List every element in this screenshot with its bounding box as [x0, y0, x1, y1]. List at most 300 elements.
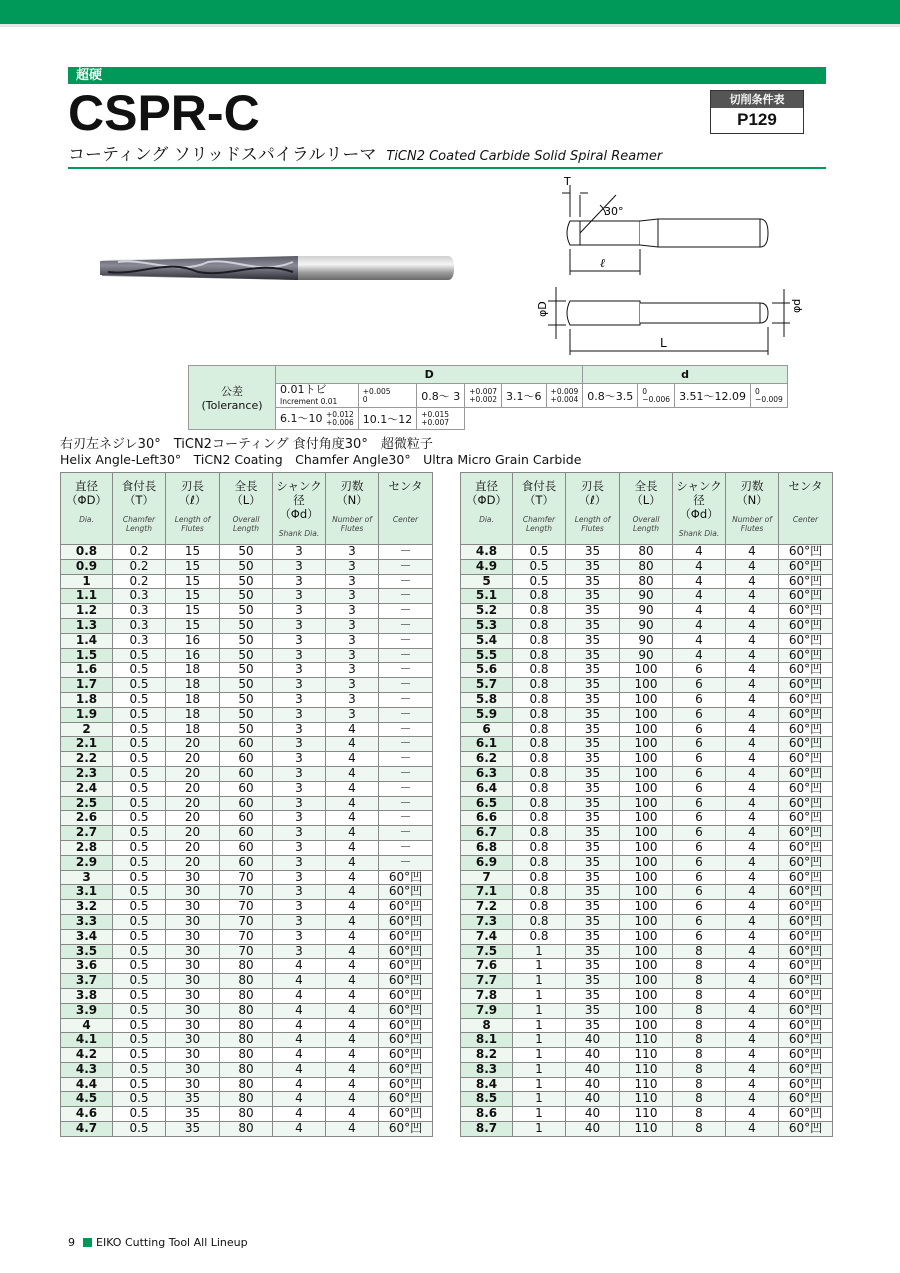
- table-row: [461, 1092, 833, 1107]
- table-cell: 0.5: [113, 796, 166, 811]
- table-cell: 4.1: [61, 1033, 113, 1048]
- table-cell: 8.1: [461, 1033, 513, 1048]
- table-cell: 60°凹: [779, 811, 833, 826]
- table-cell: 4: [726, 1003, 779, 1018]
- table-cell: 1: [513, 974, 566, 989]
- table-cell: 4: [726, 737, 779, 752]
- table-cell: －: [379, 737, 433, 752]
- table-cell: 100: [620, 929, 673, 944]
- table-row: [461, 559, 833, 574]
- table-cell: 3: [273, 855, 326, 870]
- table-cell: 5.4: [461, 633, 513, 648]
- tol-cell: +0.009 +0.004: [546, 384, 583, 408]
- table-cell: 4: [326, 811, 379, 826]
- table-cell: 0.8: [513, 737, 566, 752]
- table-cell: 4.5: [61, 1092, 113, 1107]
- table-cell: 4: [326, 1092, 379, 1107]
- table-cell: 7.2: [461, 900, 513, 915]
- table-cell: 60°凹: [779, 1122, 833, 1137]
- table-cell: 3: [273, 840, 326, 855]
- table-cell: 0.3: [113, 589, 166, 604]
- table-cell: 6.7: [461, 826, 513, 841]
- table-cell: 4: [273, 1122, 326, 1137]
- table-row: [61, 826, 433, 841]
- table-cell: 8.4: [461, 1077, 513, 1092]
- table-row: [461, 796, 833, 811]
- table-cell: 60: [220, 840, 273, 855]
- table-cell: 1: [513, 1062, 566, 1077]
- table-cell: 6: [673, 737, 726, 752]
- table-cell: 4: [726, 722, 779, 737]
- table-cell: 70: [220, 885, 273, 900]
- table-cell: 100: [620, 944, 673, 959]
- table-cell: 4: [326, 885, 379, 900]
- table-cell: 60°凹: [779, 574, 833, 589]
- table-cell: 110: [620, 1062, 673, 1077]
- table-cell: －: [379, 648, 433, 663]
- table-cell: －: [379, 633, 433, 648]
- table-cell: 2.5: [61, 796, 113, 811]
- table-cell: 3.9: [61, 1003, 113, 1018]
- table-cell: 0.5: [113, 900, 166, 915]
- table-cell: 3: [273, 781, 326, 796]
- table-cell: 30: [166, 1003, 220, 1018]
- table-cell: 0.5: [113, 855, 166, 870]
- table-cell: 16: [166, 648, 220, 663]
- table-cell: 60°凹: [379, 914, 433, 929]
- table-row: [61, 840, 433, 855]
- table-cell: 8: [673, 959, 726, 974]
- table-cell: 7.3: [461, 914, 513, 929]
- table-row: [61, 678, 433, 693]
- table-cell: 35: [566, 974, 620, 989]
- table-cell: 4: [726, 604, 779, 619]
- table-cell: 1.4: [61, 633, 113, 648]
- table-cell: 60°凹: [779, 1107, 833, 1122]
- table-cell: 100: [620, 766, 673, 781]
- table-cell: 60°凹: [779, 914, 833, 929]
- tolerance-label: [189, 366, 276, 430]
- table-cell: 4: [326, 900, 379, 915]
- category-bar: [68, 67, 826, 84]
- table-row: [61, 959, 433, 974]
- table-cell: 4: [326, 796, 379, 811]
- table-cell: 4: [673, 633, 726, 648]
- table-cell: 3: [273, 559, 326, 574]
- table-cell: 8: [673, 1018, 726, 1033]
- table-cell: 35: [566, 766, 620, 781]
- table-cell: 80: [220, 1048, 273, 1063]
- table-cell: 4: [326, 781, 379, 796]
- table-cell: 4.4: [61, 1077, 113, 1092]
- table-cell: 0.5: [113, 766, 166, 781]
- table-cell: 60°凹: [779, 959, 833, 974]
- table-cell: 0.2: [113, 545, 166, 560]
- tol-cell: 3.51～12.09: [675, 384, 751, 408]
- table-cell: 40: [566, 1107, 620, 1122]
- table-cell: 1: [513, 1092, 566, 1107]
- table-cell: 70: [220, 870, 273, 885]
- table-cell: 1.7: [61, 678, 113, 693]
- table-cell: 0.3: [113, 633, 166, 648]
- table-cell: 4: [273, 988, 326, 1003]
- table-cell: 4: [726, 781, 779, 796]
- table-cell: 0.8: [513, 604, 566, 619]
- table-cell: 50: [220, 722, 273, 737]
- table-cell: 100: [620, 840, 673, 855]
- table-cell: 3: [326, 663, 379, 678]
- tolerance-D-header: D: [276, 366, 583, 384]
- table-row: [61, 796, 433, 811]
- table-cell: 4: [726, 974, 779, 989]
- table-cell: 4: [326, 929, 379, 944]
- page-number: 9: [68, 1236, 75, 1249]
- table-cell: 3: [273, 618, 326, 633]
- table-cell: 0.8: [513, 781, 566, 796]
- table-cell: 35: [566, 663, 620, 678]
- table-row: [61, 914, 433, 929]
- table-cell: 40: [566, 1092, 620, 1107]
- table-cell: 4.9: [461, 559, 513, 574]
- table-row: [461, 722, 833, 737]
- table-cell: 4.7: [61, 1122, 113, 1137]
- table-cell: 50: [220, 633, 273, 648]
- table-cell: 35: [566, 648, 620, 663]
- table-cell: 0.5: [113, 826, 166, 841]
- table-row: [61, 618, 433, 633]
- table-cell: 0.8: [513, 589, 566, 604]
- table-cell: 0.5: [113, 663, 166, 678]
- table-cell: 4: [726, 885, 779, 900]
- table-cell: 5: [461, 574, 513, 589]
- table-cell: －: [379, 781, 433, 796]
- table-cell: 35: [566, 944, 620, 959]
- table-cell: 3.2: [61, 900, 113, 915]
- table-cell: 100: [620, 900, 673, 915]
- table-cell: 90: [620, 589, 673, 604]
- table-cell: 30: [166, 914, 220, 929]
- table-cell: 70: [220, 944, 273, 959]
- table-row: [61, 648, 433, 663]
- table-cell: 20: [166, 752, 220, 767]
- table-cell: 60°凹: [779, 929, 833, 944]
- table-cell: 20: [166, 766, 220, 781]
- table-row: [461, 574, 833, 589]
- column-header: センタ Center: [779, 473, 833, 545]
- table-cell: 7.7: [461, 974, 513, 989]
- table-row: [61, 633, 433, 648]
- table-cell: 35: [166, 1107, 220, 1122]
- table-cell: 0.5: [113, 1033, 166, 1048]
- table-cell: 0.8: [513, 870, 566, 885]
- table-cell: 4: [326, 1033, 379, 1048]
- table-cell: 2.6: [61, 811, 113, 826]
- table-cell: 6: [673, 840, 726, 855]
- table-row: [461, 1107, 833, 1122]
- table-cell: 0.5: [113, 885, 166, 900]
- table-cell: 80: [620, 559, 673, 574]
- table-cell: 4: [726, 678, 779, 693]
- table-cell: 2.4: [61, 781, 113, 796]
- table-cell: 100: [620, 722, 673, 737]
- table-row: [461, 707, 833, 722]
- table-cell: －: [379, 618, 433, 633]
- table-cell: 0.8: [513, 929, 566, 944]
- table-cell: 110: [620, 1048, 673, 1063]
- table-cell: 7.5: [461, 944, 513, 959]
- table-cell: 35: [566, 855, 620, 870]
- table-cell: 4: [273, 1033, 326, 1048]
- table-cell: 15: [166, 545, 220, 560]
- table-cell: 1: [513, 1003, 566, 1018]
- table-cell: 80: [620, 574, 673, 589]
- table-cell: 3: [273, 929, 326, 944]
- table-cell: 4: [326, 766, 379, 781]
- table-cell: 0.5: [113, 929, 166, 944]
- table-cell: 4: [273, 1003, 326, 1018]
- table-cell: 30: [166, 885, 220, 900]
- cutting-condition-page[interactable]: P129: [737, 110, 777, 129]
- cutting-condition-label: 切削条件表: [711, 91, 803, 108]
- table-cell: 1: [513, 1018, 566, 1033]
- table-cell: 4: [273, 1048, 326, 1063]
- table-cell: 35: [566, 811, 620, 826]
- table-row: [61, 870, 433, 885]
- tolerance-d-header: d: [583, 366, 788, 384]
- table-cell: 15: [166, 618, 220, 633]
- table-cell: 4: [726, 618, 779, 633]
- table-cell: 4: [273, 974, 326, 989]
- table-row: [461, 633, 833, 648]
- table-cell: 15: [166, 604, 220, 619]
- table-cell: 6: [673, 826, 726, 841]
- table-cell: 60°凹: [379, 1122, 433, 1137]
- table-cell: 50: [220, 604, 273, 619]
- table-cell: 7.9: [461, 1003, 513, 1018]
- table-cell: 60°凹: [779, 707, 833, 722]
- column-header: 刃長 （ℓ） Length of Flutes: [166, 473, 220, 545]
- dim-angle-label: 30°: [604, 205, 624, 218]
- table-row: [61, 1092, 433, 1107]
- table-cell: 3: [326, 574, 379, 589]
- table-cell: 80: [220, 1033, 273, 1048]
- table-cell: 6: [673, 707, 726, 722]
- table-cell: 4: [273, 1092, 326, 1107]
- table-cell: 60: [220, 752, 273, 767]
- table-cell: 0.8: [513, 826, 566, 841]
- table-cell: 18: [166, 692, 220, 707]
- table-cell: 60°凹: [779, 826, 833, 841]
- table-row: [461, 900, 833, 915]
- table-cell: 4: [673, 559, 726, 574]
- table-cell: 4: [273, 1077, 326, 1092]
- table-cell: 4: [726, 944, 779, 959]
- table-cell: 4: [273, 1018, 326, 1033]
- table-cell: 4: [326, 944, 379, 959]
- table-cell: 60°凹: [379, 1003, 433, 1018]
- table-cell: 8: [673, 1062, 726, 1077]
- table-cell: 3: [326, 648, 379, 663]
- table-cell: 60°凹: [779, 1048, 833, 1063]
- table-cell: 4: [726, 1092, 779, 1107]
- table-cell: 0.5: [113, 914, 166, 929]
- table-cell: 100: [620, 1018, 673, 1033]
- table-cell: 0.8: [61, 545, 113, 560]
- table-cell: 60°凹: [779, 1077, 833, 1092]
- table-row: [61, 766, 433, 781]
- table-row: [61, 707, 433, 722]
- table-cell: －: [379, 574, 433, 589]
- table-cell: 4.2: [61, 1048, 113, 1063]
- table-cell: 3: [273, 944, 326, 959]
- table-cell: 0.8: [513, 811, 566, 826]
- table-cell: 1: [61, 574, 113, 589]
- table-cell: －: [379, 855, 433, 870]
- table-cell: 30: [166, 959, 220, 974]
- table-cell: 70: [220, 900, 273, 915]
- table-cell: －: [379, 692, 433, 707]
- table-cell: 0.8: [513, 648, 566, 663]
- table-cell: 20: [166, 781, 220, 796]
- table-cell: 35: [566, 692, 620, 707]
- table-cell: 100: [620, 914, 673, 929]
- table-cell: 70: [220, 929, 273, 944]
- column-header: 直径 （ΦD） Dia.: [61, 473, 113, 545]
- table-cell: 3.3: [61, 914, 113, 929]
- table-cell: 5.3: [461, 618, 513, 633]
- table-cell: 1: [513, 944, 566, 959]
- table-cell: 5.7: [461, 678, 513, 693]
- table-cell: 18: [166, 722, 220, 737]
- table-cell: 4.6: [61, 1107, 113, 1122]
- table-cell: 0.5: [513, 545, 566, 560]
- table-cell: 1: [513, 988, 566, 1003]
- table-cell: 8.3: [461, 1062, 513, 1077]
- table-cell: 80: [220, 1107, 273, 1122]
- table-cell: 4: [726, 648, 779, 663]
- table-cell: 100: [620, 855, 673, 870]
- tol-cell: 0 −0.009: [751, 384, 788, 408]
- table-cell: 7.4: [461, 929, 513, 944]
- table-cell: 60°凹: [379, 944, 433, 959]
- table-cell: 100: [620, 988, 673, 1003]
- table-cell: 4: [326, 870, 379, 885]
- table-row: [61, 589, 433, 604]
- table-cell: 35: [566, 722, 620, 737]
- table-cell: 6: [673, 781, 726, 796]
- table-cell: 4: [326, 1062, 379, 1077]
- table-cell: 40: [566, 1048, 620, 1063]
- table-cell: 60°凹: [379, 974, 433, 989]
- table-cell: 0.5: [113, 1062, 166, 1077]
- table-cell: 4: [673, 589, 726, 604]
- table-cell: 0.5: [113, 648, 166, 663]
- column-header: 刃長 （ℓ） Length of Flutes: [566, 473, 620, 545]
- table-cell: 60°凹: [779, 840, 833, 855]
- table-cell: 4: [726, 1062, 779, 1077]
- table-cell: 3: [273, 574, 326, 589]
- table-cell: 6: [673, 722, 726, 737]
- table-cell: 40: [566, 1033, 620, 1048]
- table-cell: 0.5: [513, 574, 566, 589]
- table-cell: 80: [220, 988, 273, 1003]
- spec-table-right: [460, 472, 833, 1137]
- table-cell: 3.1: [61, 885, 113, 900]
- table-cell: 60°凹: [379, 1033, 433, 1048]
- table-cell: 7.6: [461, 959, 513, 974]
- table-row: [461, 781, 833, 796]
- table-cell: 8: [673, 1048, 726, 1063]
- table-cell: 1: [513, 1033, 566, 1048]
- table-cell: 3: [273, 914, 326, 929]
- table-cell: 4: [326, 737, 379, 752]
- table-cell: 60°凹: [379, 929, 433, 944]
- table-cell: 50: [220, 692, 273, 707]
- table-cell: 35: [566, 633, 620, 648]
- table-row: [461, 1033, 833, 1048]
- table-cell: 1.5: [61, 648, 113, 663]
- table-cell: 0.2: [113, 574, 166, 589]
- feature-text: [60, 437, 581, 467]
- table-cell: 60°凹: [779, 589, 833, 604]
- table-cell: 0.5: [113, 959, 166, 974]
- table-cell: 80: [220, 1018, 273, 1033]
- table-cell: 0.5: [113, 1003, 166, 1018]
- table-cell: 4: [726, 1107, 779, 1122]
- table-cell: 35: [566, 870, 620, 885]
- table-cell: 60°凹: [779, 900, 833, 915]
- table-cell: 35: [566, 1003, 620, 1018]
- table-cell: 4: [726, 1018, 779, 1033]
- table-cell: －: [379, 840, 433, 855]
- table-row: [61, 722, 433, 737]
- table-cell: 0.5: [113, 707, 166, 722]
- column-header: 食付長 （T） Chamfer Length: [513, 473, 566, 545]
- cutting-condition-ref[interactable]: [710, 90, 804, 134]
- table-cell: 5.9: [461, 707, 513, 722]
- table-cell: 7.8: [461, 988, 513, 1003]
- table-cell: 16: [166, 633, 220, 648]
- table-cell: 5.5: [461, 648, 513, 663]
- table-cell: 60: [220, 855, 273, 870]
- table-row: [61, 1077, 433, 1092]
- table-cell: 35: [166, 1122, 220, 1137]
- table-cell: 35: [566, 885, 620, 900]
- table-row: [461, 959, 833, 974]
- table-row: [61, 1033, 433, 1048]
- dim-L-label: L: [660, 336, 667, 350]
- table-cell: 4: [326, 1077, 379, 1092]
- table-cell: 50: [220, 678, 273, 693]
- table-row: [461, 545, 833, 560]
- table-cell: 6.2: [461, 752, 513, 767]
- table-cell: 60°凹: [779, 678, 833, 693]
- table-cell: 60°凹: [779, 1018, 833, 1033]
- table-cell: 8.2: [461, 1048, 513, 1063]
- table-cell: 30: [166, 1018, 220, 1033]
- table-cell: 50: [220, 589, 273, 604]
- table-cell: 4: [726, 589, 779, 604]
- table-cell: 80: [220, 1062, 273, 1077]
- table-cell: 6: [673, 811, 726, 826]
- table-row: [61, 1048, 433, 1063]
- table-cell: 60°凹: [779, 648, 833, 663]
- table-cell: 100: [620, 737, 673, 752]
- table-row: [61, 855, 433, 870]
- table-cell: 4: [326, 752, 379, 767]
- table-cell: 2.2: [61, 752, 113, 767]
- table-cell: 60: [220, 811, 273, 826]
